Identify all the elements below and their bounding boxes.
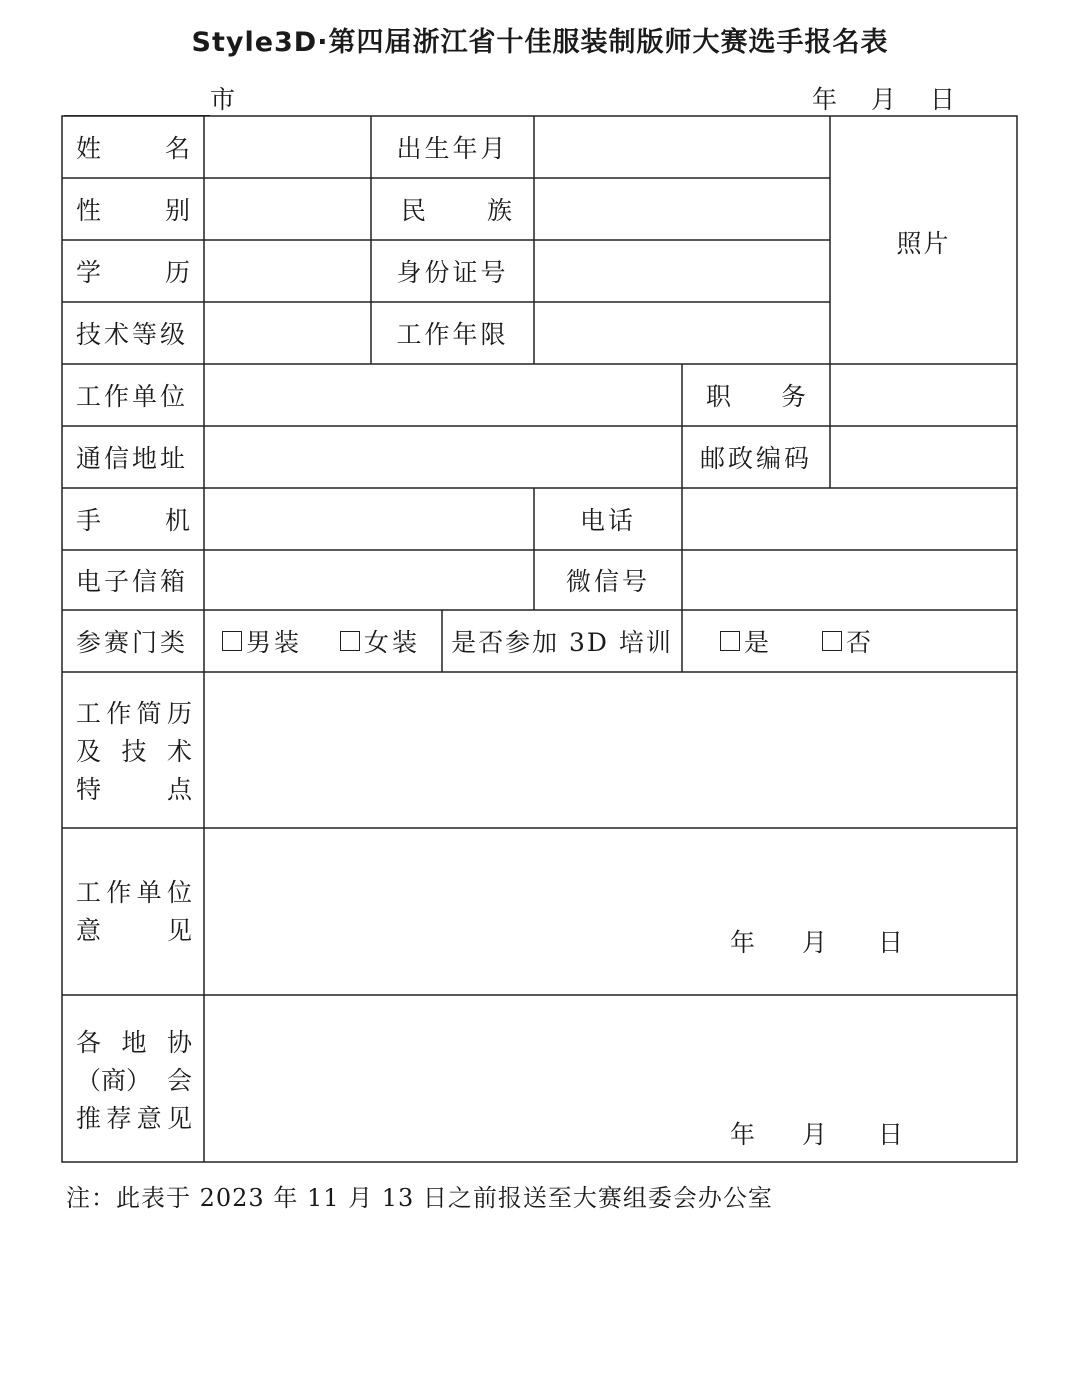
label-association-opinion: 各 地 协 （商） 会 推 荐 意 见	[76, 1028, 192, 1133]
input-tech-level[interactable]	[204, 302, 371, 364]
label-wechat: 微信号	[565, 567, 650, 596]
checkbox-menswear[interactable]: 男装	[222, 610, 302, 672]
checkbox-womenswear[interactable]: 女装	[340, 610, 420, 672]
label-ethnicity: 民 族	[401, 196, 512, 225]
input-wechat[interactable]	[682, 550, 1017, 610]
label-position: 职 务	[706, 382, 806, 411]
header-month-label: 月	[871, 85, 897, 114]
header-day-label: 日	[930, 85, 956, 114]
label-email: 电子信箱	[76, 567, 189, 596]
input-position[interactable]	[830, 364, 1017, 426]
label-category: 参赛门类	[76, 628, 189, 657]
label-employer-opinion: 工 作 单 位 意 见	[76, 878, 192, 945]
label-education: 学 历	[76, 258, 190, 287]
input-ethnicity[interactable]	[534, 178, 830, 240]
checkbox-box[interactable]	[340, 631, 360, 651]
input-name[interactable]	[204, 116, 371, 178]
checkbox-training-no[interactable]: 否	[822, 610, 871, 672]
label-name: 姓 名	[76, 134, 190, 163]
checkbox-box[interactable]	[720, 631, 740, 651]
association-opinion-day: 日	[878, 1120, 904, 1149]
checkbox-training-yes[interactable]: 是	[720, 610, 769, 672]
input-employer-opinion[interactable]	[204, 828, 1017, 995]
input-employer[interactable]	[204, 364, 682, 426]
header-year-label: 年	[812, 85, 838, 114]
label-id-number: 身份证号	[396, 258, 509, 287]
input-phone[interactable]	[682, 488, 1017, 550]
label-resume: 工 作 简 历 及 技 术 特 点	[76, 699, 192, 804]
employer-opinion-day: 日	[878, 928, 904, 957]
association-opinion-month: 月	[802, 1120, 828, 1149]
input-address[interactable]	[204, 426, 682, 488]
checkbox-box[interactable]	[222, 631, 242, 651]
input-mobile[interactable]	[204, 488, 534, 550]
label-tech-level: 技术等级	[76, 320, 189, 349]
input-birth[interactable]	[534, 116, 830, 178]
input-postcode[interactable]	[830, 426, 1017, 488]
label-employer: 工作单位	[76, 382, 189, 411]
label-work-years: 工作年限	[396, 320, 509, 349]
label-postcode: 邮政编码	[699, 444, 812, 473]
form-title: Style3D·第四届浙江省十佳服装制版师大赛选手报名表	[191, 27, 889, 58]
input-work-years[interactable]	[534, 302, 830, 364]
label-training: 是否参加 3D 培训	[451, 628, 673, 657]
label-phone: 电话	[579, 506, 636, 535]
employer-opinion-month: 月	[802, 928, 828, 957]
input-email[interactable]	[204, 550, 534, 610]
label-mobile: 手 机	[76, 506, 190, 535]
input-resume[interactable]	[204, 672, 1017, 828]
input-gender[interactable]	[204, 178, 371, 240]
employer-opinion-year: 年	[730, 928, 756, 957]
checkbox-box[interactable]	[822, 631, 842, 651]
photo-area[interactable]	[830, 116, 1017, 364]
photo-label: 照片	[896, 229, 951, 258]
label-gender: 性 别	[76, 196, 190, 225]
label-birth: 出生年月	[396, 134, 509, 163]
input-education[interactable]	[204, 240, 371, 302]
city-suffix: 市	[210, 85, 236, 114]
label-address: 通信地址	[76, 444, 189, 473]
input-id-number[interactable]	[534, 240, 830, 302]
submission-note: 注：此表于 2023 年 11 月 13 日之前报送至大赛组委会办公室	[66, 1184, 773, 1212]
association-opinion-year: 年	[730, 1120, 756, 1149]
